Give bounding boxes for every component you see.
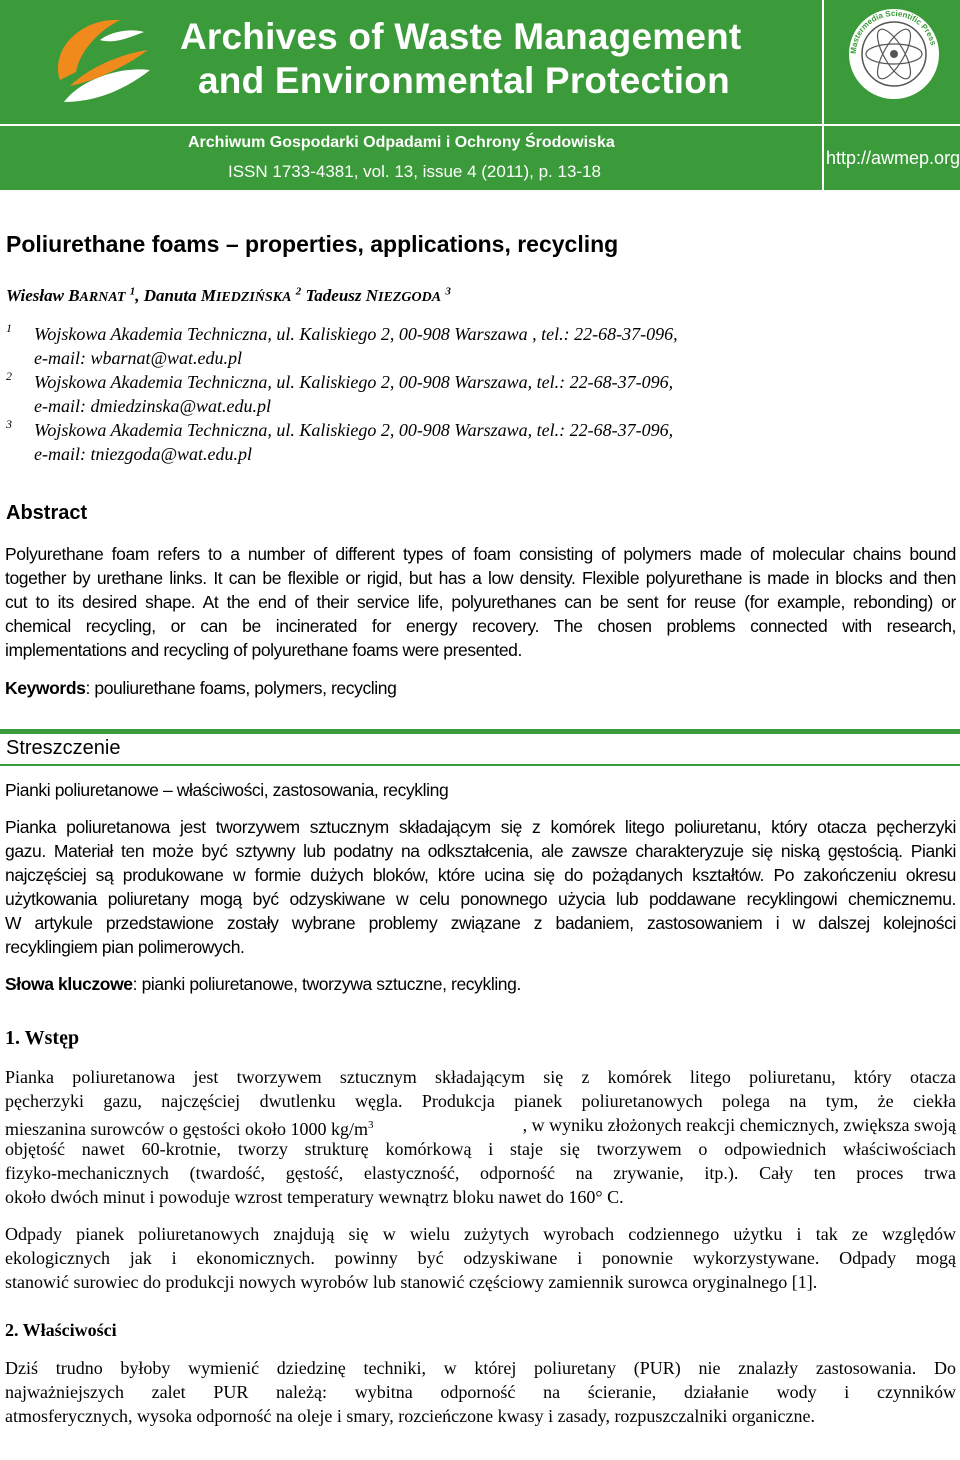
seal-text: Mastermedia Scientific Press — [848, 8, 938, 55]
streszczenie-keywords: Słowa kluczowe: pianki poliuretanowe, tworzywa sztuczne, recykling. — [5, 974, 521, 994]
body-line: objętość nawet 60-krotnie, tworzy strukturę komórkową i staje się tworzywem o odpowiednich właściwościach — [5, 1139, 956, 1159]
journal-name-pl: Archiwum Gospodarki Odpadami i Ochrony Środowiska — [188, 134, 615, 151]
section-divider — [0, 729, 960, 734]
publisher-seal-icon — [846, 6, 942, 102]
body-line: stanowić surowiec do produkcji nowych wyrobów lub stanowić częściowy zamiennik surowca oryginalnego [1]. — [5, 1272, 818, 1292]
journal-banner — [0, 0, 822, 124]
publisher-seal-box — [822, 0, 960, 124]
streszczenie-body — [5, 815, 956, 959]
author-2: Danuta MIEDZIŃSKA $^2$ — [143, 285, 302, 305]
body-line: najważniejszych zalet PUR należą: wybitna odporność na ścieranie, działanie wody i czynników — [5, 1382, 956, 1402]
streszczenie-line: użytkowania poliuretany mogą być odzyskiwane w celu ponownego użycia lub poddawane recyklingowi chemicznemu. — [5, 889, 956, 909]
affiliation-3-email: e-mail: tniezgoda@wat.edu.pl — [34, 444, 253, 464]
author-1: Wiesław BARNAT $^1$, — [6, 285, 144, 305]
streszczenie-line: najczęściej są produkowane w formie dużych bloków, które ucina się do pożądanych kształtów. Po zakończeniu okresu — [5, 865, 956, 885]
affiliation-1-number: 1 — [6, 321, 12, 335]
abstract-line: Polyurethane foam refers to a number of different types of foam consisting of polymers made of molecular chains bound — [5, 544, 956, 564]
body-line: Dziś trudno byłoby wymienić dziedzinę techniki, w której poliuretany (PUR) nie znalazły zastosowania. Do — [5, 1358, 956, 1378]
affiliation-1-email: e-mail: wbarnat@wat.edu.pl — [34, 348, 243, 368]
abstract-heading: Abstract — [6, 502, 88, 524]
abstract-body — [5, 542, 956, 662]
journal-url-link[interactable]: http://awmep.org — [826, 148, 960, 168]
journal-title-line2: and Environmental Protection — [198, 60, 730, 101]
section-1-paragraph-1 — [5, 1065, 956, 1209]
author-list — [6, 285, 451, 306]
streszczenie-heading: Streszczenie — [6, 737, 121, 759]
section-2-heading: 2. Właściwości — [5, 1320, 117, 1340]
abstract-line: implementations and recycling of polyurethane foams were presented. — [5, 640, 522, 660]
article-title: Poliurethane foams – properties, applications, recycling — [6, 231, 619, 257]
section-1-heading: 1. Wstęp — [5, 1027, 80, 1049]
journal-issn: ISSN 1733-4381, vol. 13, issue 4 (2011), p. 13-18 — [228, 162, 601, 181]
body-line: Pianka poliuretanowa jest tworzywem sztucznym składającym się z komórek litego poliuretanu, który otacza — [5, 1067, 956, 1087]
body-line: ekologicznych jak i ekonomicznych. powinny być odzyskiwane i ponownie wykorzystywane. Odpady mogą — [5, 1248, 956, 1268]
section-2-paragraph-1 — [5, 1356, 956, 1428]
author-3: Tadeusz NIEZGODA $^3$ — [305, 285, 451, 305]
abstract-line: together by urethane links. It can be flexible or rigid, but has a low density. Flexible polyurethane is made in blocks and then — [5, 568, 956, 588]
journal-subbar — [0, 124, 822, 190]
affiliation-3-number: 3 — [6, 417, 12, 431]
abstract-keywords: Keywords: pouliurethane foams, polymers, recycling — [5, 678, 397, 698]
body-line: pęcherzyki gazu, najczęściej dwutlenku węgla. Produkcja pianek poliuretanowych polega na tym, że ciekła — [5, 1091, 956, 1111]
body-line: mieszanina surowców o gęstości około 1000 $kg/m^3$ , w wyniku złożonych reakcji chemicznych, zwiększa swoją — [5, 1115, 956, 1139]
streszczenie-title: Pianki poliuretanowe – właściwości, zastosowania, recykling — [5, 780, 449, 800]
affiliation-2-number: 2 — [6, 369, 12, 383]
journal-url-box — [822, 124, 960, 190]
section-1-paragraph-2 — [5, 1222, 956, 1294]
abstract-line: chemical recycling, or can be incinerated for energy recovery. The chosen problems connected with research, — [5, 616, 956, 636]
streszczenie-line: gazu. Materiał ten może być sztywny lub podatny na odkształcenia, ale zawsze charakteryzuje się niską gęstością. Pianki — [5, 841, 956, 861]
journal-title-line1: Archives of Waste Management — [180, 16, 742, 57]
streszczenie-line: W artykule przedstawione zostały wybrane problemy związane z badaniem, zastosowaniem i w dalszej kolejności — [5, 913, 956, 933]
affiliation-2-line1: Wojskowa Akademia Techniczna, ul. Kaliskiego 2, 00-908 Warszawa, tel.: 22-68-37-096, — [34, 372, 674, 392]
journal-logo-icon — [40, 10, 160, 118]
body-line: fizyko-mechanicznych (twardość, gęstość, elastyczność, odporność na zrywanie, itp.). Cały ten proces trwa — [5, 1163, 956, 1183]
affiliation-1-line1: Wojskowa Akademia Techniczna, ul. Kaliskiego 2, 00-908 Warszawa , tel.: 22-68-37-096, — [34, 324, 678, 344]
streszczenie-underline — [0, 764, 960, 766]
affiliation-2-email: e-mail: dmiedzinska@wat.edu.pl — [34, 396, 272, 416]
body-line: Odpady pianek poliuretanowych znajdują się w wielu zużytych wyrobach codziennego użytku i tak ze względów — [5, 1224, 956, 1244]
body-line: około dwóch minut i powoduje wzrost temperatury wewnątrz bloku nawet do 160° C. — [5, 1187, 624, 1207]
affiliation-3-line1: Wojskowa Akademia Techniczna, ul. Kaliskiego 2, 00-908 Warszawa, tel.: 22-68-37-096, — [34, 420, 674, 440]
body-line: atmosferycznych, wysoka odporność na oleje i smary, rozcieńczone kwasy i zasady, rozpuszczalniki organiczne. — [5, 1406, 816, 1426]
abstract-line: cut to its desired shape. At the end of their service life, polyurethanes can be sent for reuse (for example, rebonding) or — [5, 592, 956, 612]
streszczenie-line: Pianka poliuretanowa jest tworzywem sztucznym składającym się z komórek litego poliuretanu, który otacza pęcherzyki — [5, 817, 956, 837]
streszczenie-line: recyklingiem pian polimerowych. — [5, 937, 245, 957]
